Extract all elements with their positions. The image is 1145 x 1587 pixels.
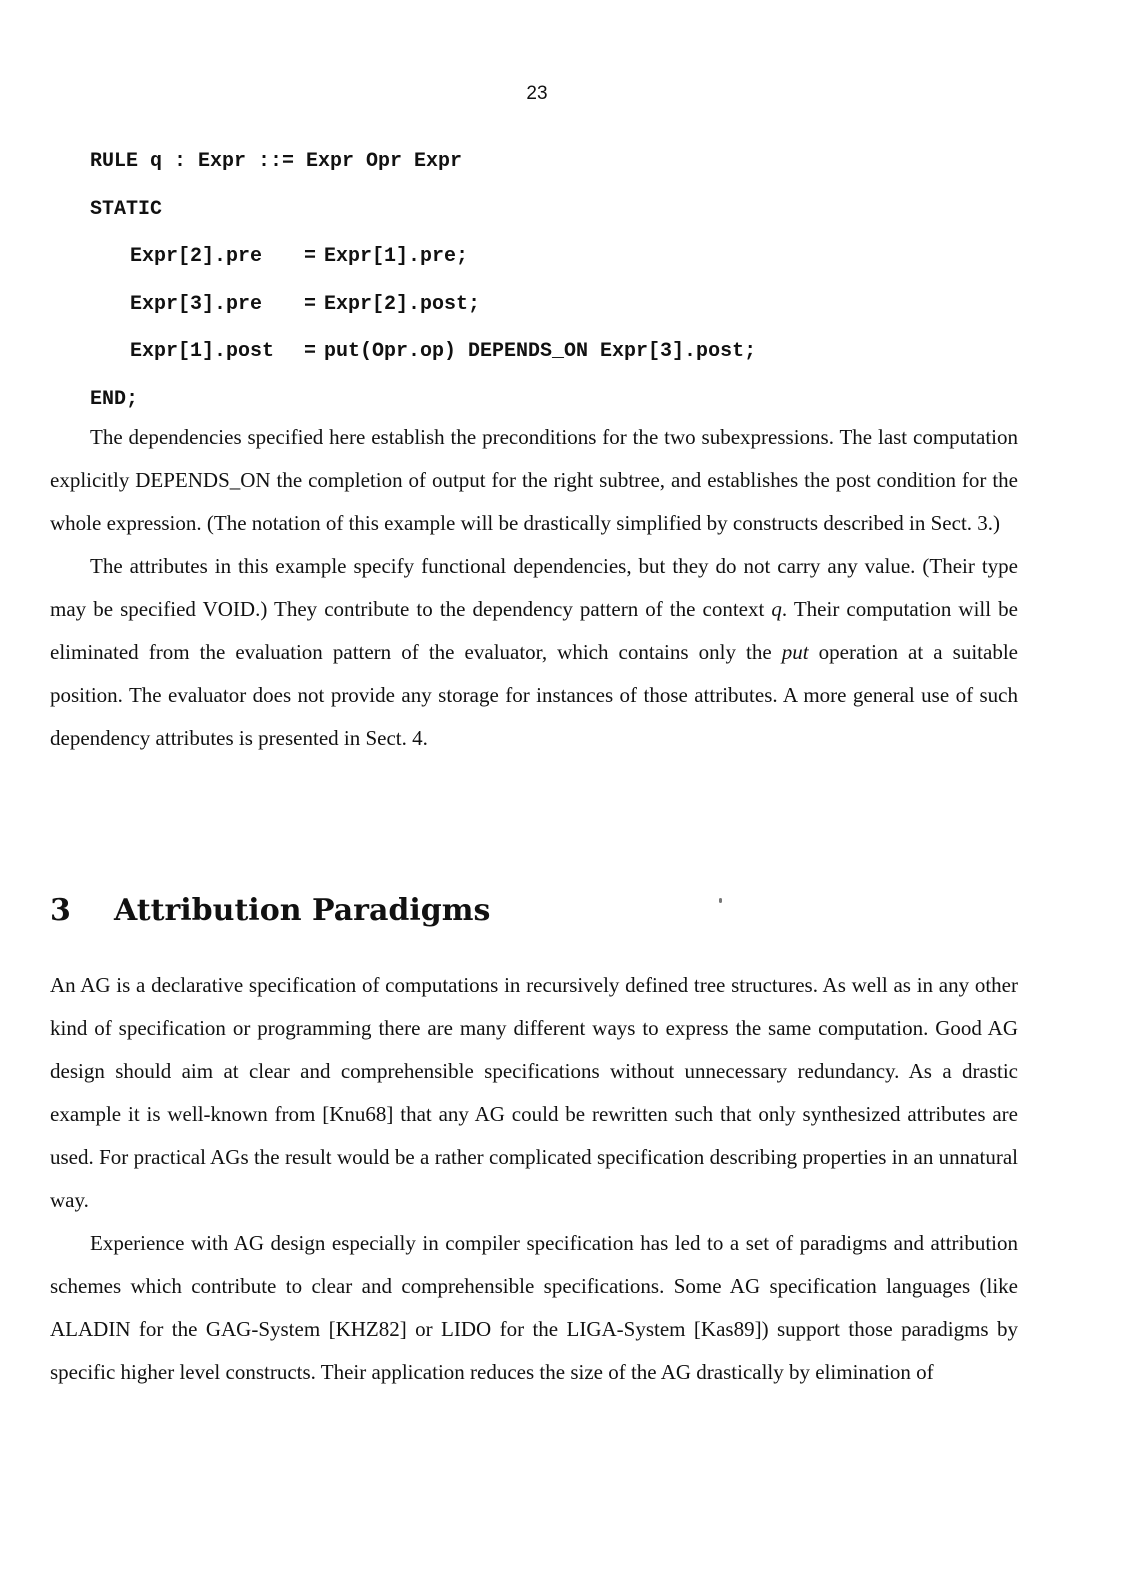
page-number: 23 xyxy=(526,83,548,104)
code-lhs: Expr[3].pre xyxy=(130,292,263,316)
paragraph: Experience with AG design especially in compiler specification has led to a set of paradigms and attribution schemes which contribute to clear and comprehensible specifications. Some AG specification languages (like ALADIN for the GAG-System [KHZ82] or LIDO for the LIGA-System [Kas89]) support those paradigms by specific higher level constructs. Their application reduces the size of the AG drastically by elimination of xyxy=(50,1231,1018,1384)
code-assignment-line xyxy=(90,293,756,317)
section-heading xyxy=(50,893,490,928)
paragraph xyxy=(50,545,1018,760)
code-equals: = xyxy=(304,292,317,316)
code-equals: = xyxy=(304,340,317,363)
code-rhs: Expr[1].pre; xyxy=(324,245,469,268)
code-equals: = xyxy=(304,245,317,268)
paragraph-text: operation at a suitable position. The evaluator does not provide any storage for instances of those attributes. A more general use of such dependency attributes is presented in Sect. 4. xyxy=(50,640,1018,750)
italic-text: q xyxy=(771,597,782,621)
italic-text: put xyxy=(781,640,809,664)
code-rhs: put(Opr.op) DEPENDS_ON Expr[3].post; xyxy=(324,340,757,363)
body-text-before-section xyxy=(50,416,1018,760)
code-rhs: Expr[2].post; xyxy=(324,292,481,316)
section-number: 3 xyxy=(50,893,71,928)
code-block xyxy=(90,150,756,435)
paragraph-text: . Their computation will be eliminated from the evaluation pattern of the evaluator, which contains only the xyxy=(50,597,1018,664)
paragraph-text: The attributes in this example specify functional dependencies, but they do not carry any value. (Their type may be specified VOID.) They contribute to the dependency pattern of the context xyxy=(50,554,1018,621)
code-lhs: Expr[1].post xyxy=(130,340,275,363)
code-assignment-line xyxy=(90,245,756,269)
paragraph: The dependencies specified here establish the preconditions for the two subexpressions. The last computation explicitly DEPENDS_ON the completion of output for the right subtree, and establishes the post condition for the whole expression. (The notation of this example will be drastically simplified by constructs described in Sect. 3.) xyxy=(50,425,1018,535)
code-assignment-line xyxy=(90,340,756,364)
code-lhs: Expr[2].pre xyxy=(130,245,263,268)
paragraph: An AG is a declarative specification of computations in recursively defined tree structures. As well as in any other kind of specification or programming there are many different ways to express the same computation. Good AG design should aim at clear and comprehensible specifications without unnecessary redundancy. As a drastic example it is well-known from [Knu68] that any AG could be rewritten such that only synthesized attributes are used. For practical AGs the result would be a rather complicated specification describing properties in an unnatural way. xyxy=(50,973,1018,1212)
body-text-after-section xyxy=(50,964,1018,1394)
scan-speck xyxy=(719,898,722,903)
code-end-line: END; xyxy=(90,387,139,411)
code-static-line: STATIC xyxy=(90,197,163,221)
section-title: Attribution Paradigms xyxy=(114,893,491,928)
code-rule-line: RULE q : Expr ::= Expr Opr Expr xyxy=(90,150,463,173)
